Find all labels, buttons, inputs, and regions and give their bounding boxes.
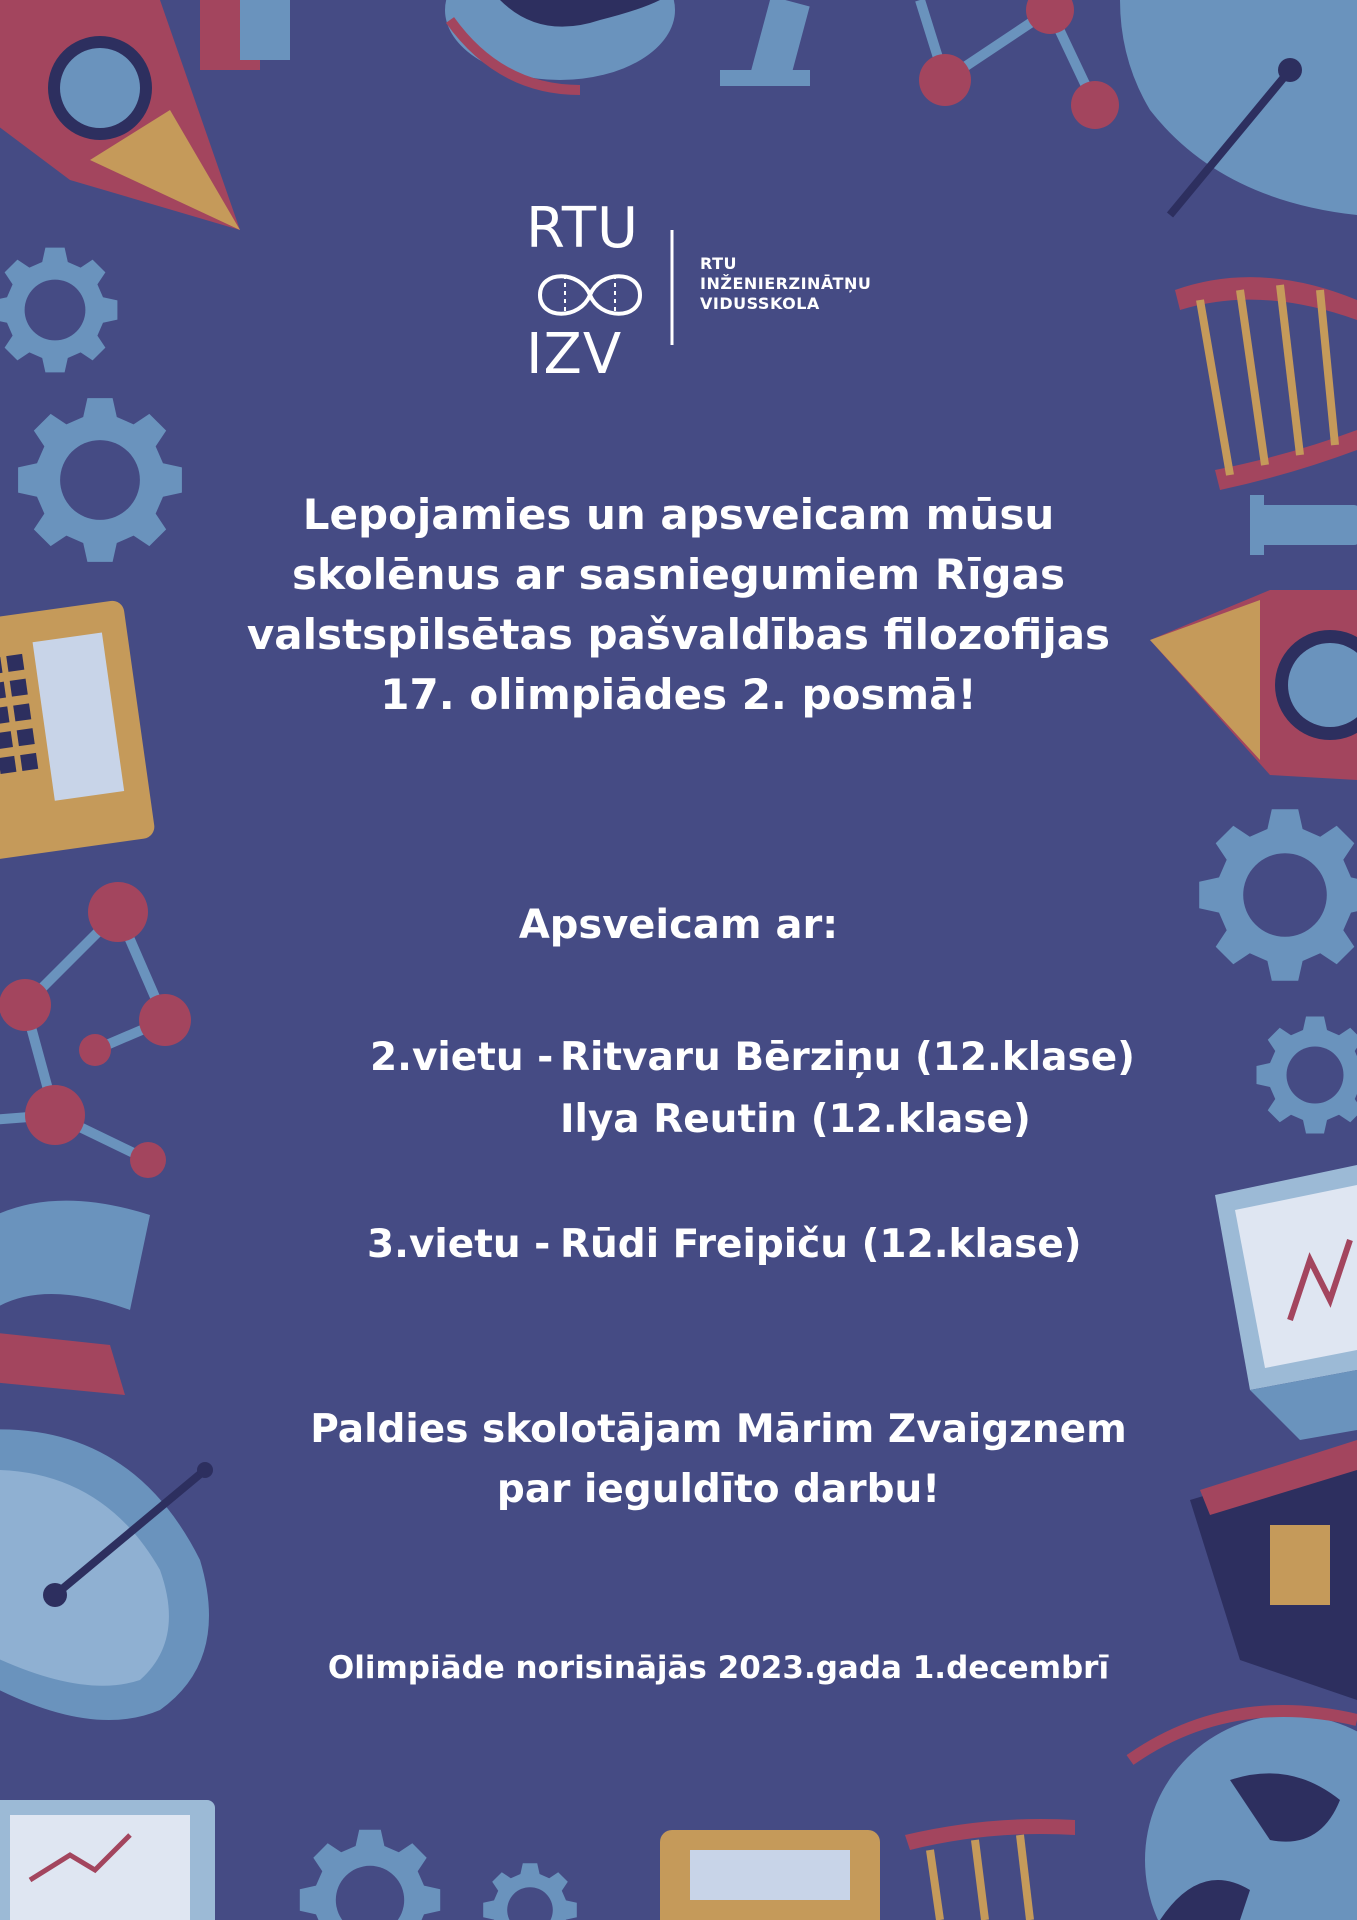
infinity-icon (540, 275, 640, 315)
test-tube-icon (720, 0, 810, 86)
satellite-dish-icon (1120, 0, 1357, 215)
gear-icon (483, 1863, 577, 1920)
intro-line: Lepojamies un apsveicam mūsu (302, 490, 1055, 539)
second-place-name: Ritvaru Bērziņu (12.klase) (560, 1035, 1135, 1080)
logo-mark-bottom: IZV (526, 322, 623, 385)
intro-text (0, 485, 1357, 725)
gear-icon (1257, 1017, 1357, 1134)
logo-org-line: INŽENIERZINĀTŅU (700, 274, 872, 293)
molecule-icon (919, 0, 1119, 129)
thanks-text (40, 1400, 1357, 1520)
third-place-name: Rūdi Freipiču (12.klase) (560, 1222, 1082, 1267)
thanks-line: par ieguldīto darbu! (496, 1467, 941, 1512)
globe-icon (445, 0, 675, 90)
gear-icon (0, 248, 117, 373)
logo-org-line: RTU (700, 254, 738, 273)
calculator-icon (660, 1830, 880, 1920)
gear-icon (300, 1830, 440, 1920)
gear-icon (1199, 809, 1357, 981)
event-date-footer: Olimpiāde norisinājās 2023.gada 1.decembrī (327, 1650, 1110, 1686)
second-place-label: 2.vietu - (370, 1035, 554, 1080)
congrats-heading: Apsveicam ar: (518, 902, 839, 948)
laptop-chart-icon (1215, 1165, 1357, 1440)
logo-org-line: VIDUSSKOLA (700, 294, 820, 313)
intro-line: skolēnus ar sasniegumiem Rīgas (292, 550, 1065, 599)
thanks-line: Paldies skolotājam Mārim Zvaigznem (310, 1407, 1127, 1452)
laptop-chart-icon (0, 1800, 215, 1920)
logo-mark-top: RTU (526, 196, 640, 261)
magnet-icon (0, 1201, 150, 1395)
intro-line: 17. olimpiādes 2. posmā! (380, 670, 977, 719)
logo-org-name (700, 254, 871, 314)
dna-icon (905, 1819, 1075, 1920)
globe-icon (1130, 1711, 1357, 1920)
second-place-name: Ilya Reutin (12.klase) (560, 1097, 1031, 1142)
dna-icon (1175, 277, 1357, 490)
third-place-label: 3.vietu - (367, 1222, 551, 1267)
intro-line: valstspilsētas pašvaldības filozofijas (246, 610, 1111, 659)
